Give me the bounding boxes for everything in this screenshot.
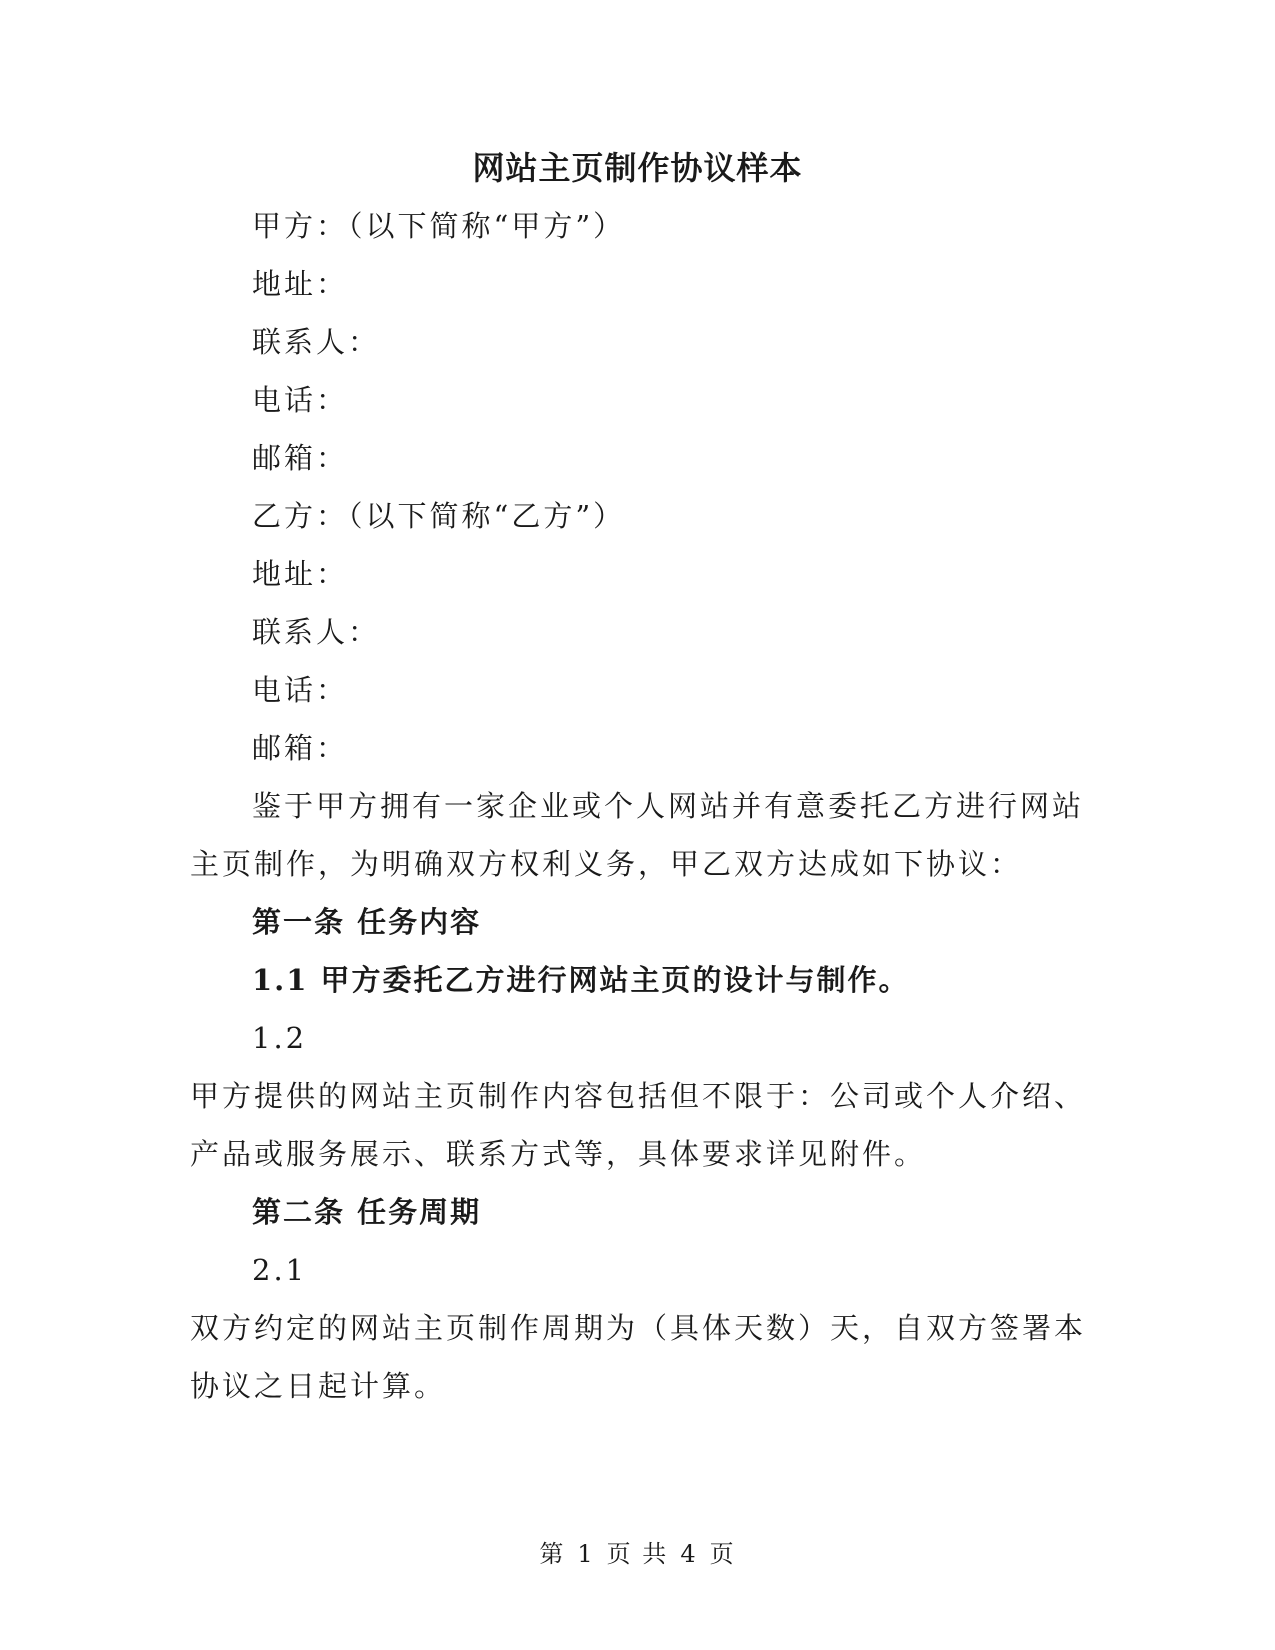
clause-2-1-line-2: 协议之日起计算。 (190, 1369, 447, 1403)
party-a-phone: 电话： (252, 383, 349, 417)
party-b-phone: 电话： (252, 673, 349, 707)
page-footer (0, 1538, 1275, 1570)
footer-current-page: 1 (577, 1540, 595, 1568)
clause-2-1-number: 2.1 (252, 1253, 308, 1287)
preamble-line-2: 主页制作，为明确双方权利义务，甲乙双方达成如下协议： (190, 847, 1023, 881)
clause-2-1-line-1: 双方约定的网站主页制作周期为（具体天数）天，自双方签署本 (190, 1311, 1087, 1345)
footer-middle: 页 共 (606, 1540, 669, 1568)
clause-1-1: 1.1 甲方委托乙方进行网站主页的设计与制作。 (252, 963, 910, 997)
party-a-email: 邮箱： (252, 441, 349, 475)
party-b-contact: 联系人： (252, 615, 381, 649)
footer-total-pages: 4 (680, 1540, 698, 1568)
party-a-contact: 联系人： (252, 325, 381, 359)
footer-suffix: 页 (709, 1540, 736, 1568)
clause-1-2-line-1: 甲方提供的网站主页制作内容包括但不限于：公司或个人介绍、 (190, 1079, 1087, 1113)
party-a-address: 地址： (252, 267, 349, 301)
party-b-heading: 乙方：（以下简称“乙方”） (252, 499, 626, 533)
clause-1-2-number: 1.2 (252, 1021, 308, 1055)
party-a-heading: 甲方：（以下简称“甲方”） (252, 209, 626, 243)
party-b-address: 地址： (252, 557, 349, 591)
clause-1-2-line-2: 产品或服务展示、联系方式等，具体要求详见附件。 (190, 1137, 927, 1171)
document-title: 网站主页制作协议样本 (472, 149, 803, 187)
footer-prefix: 第 (539, 1540, 566, 1568)
party-b-email: 邮箱： (252, 731, 349, 765)
article-2-heading: 第二条 任务周期 (252, 1195, 482, 1229)
article-1-heading: 第一条 任务内容 (252, 905, 482, 939)
preamble-line-1: 鉴于甲方拥有一家企业或个人网站并有意委托乙方进行网站 (252, 789, 1085, 823)
